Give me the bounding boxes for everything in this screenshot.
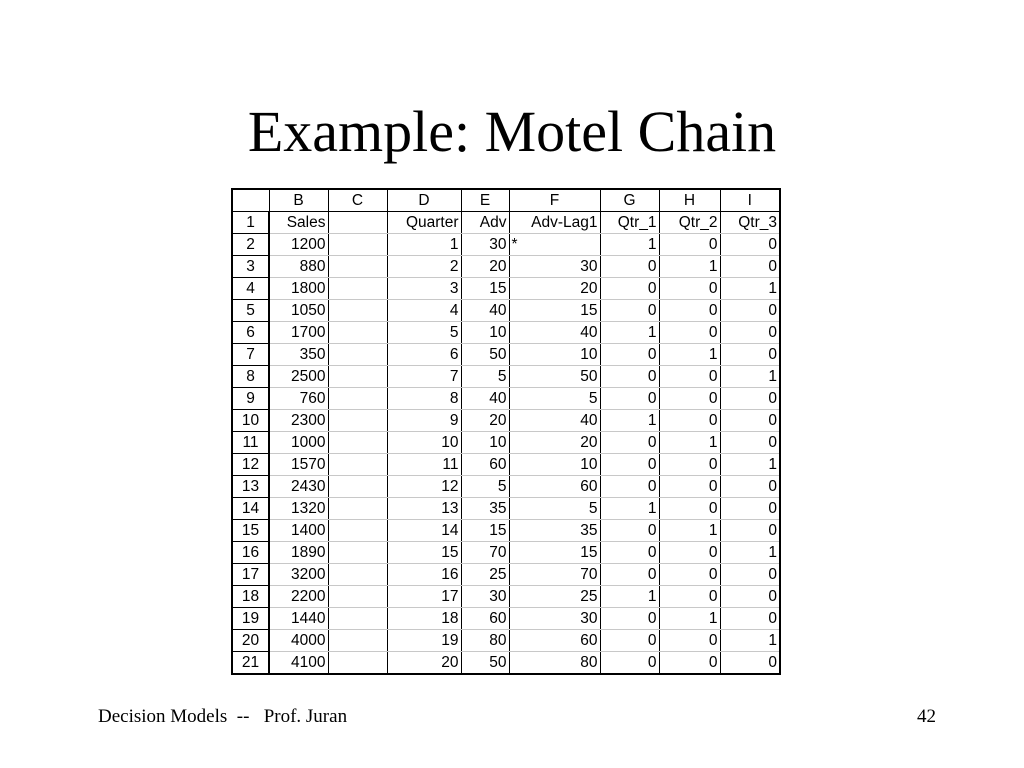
quarter-cell: 16: [387, 564, 461, 586]
qtr-3-cell: 0: [720, 256, 780, 278]
quarter-cell: 1: [387, 234, 461, 256]
adv-lag1-cell: 50: [509, 366, 600, 388]
row-number: 10: [232, 410, 269, 432]
adv-lag1-cell: 30: [509, 256, 600, 278]
column-header-d: D: [387, 189, 461, 212]
quarter-cell: 10: [387, 432, 461, 454]
blank-cell: [328, 234, 387, 256]
adv-cell: 15: [461, 278, 509, 300]
page-number: 42: [917, 706, 936, 727]
row-number: 20: [232, 630, 269, 652]
qtr-2-cell: 0: [659, 410, 720, 432]
blank-cell: [328, 432, 387, 454]
field-sales: Sales: [269, 212, 328, 234]
row-number: 12: [232, 454, 269, 476]
qtr-1-cell: 0: [600, 476, 659, 498]
sales-cell: 2500: [269, 366, 328, 388]
qtr-3-cell: 0: [720, 652, 780, 675]
blank-cell: [328, 476, 387, 498]
qtr-1-cell: 0: [600, 630, 659, 652]
sales-cell: 350: [269, 344, 328, 366]
adv-cell: 30: [461, 234, 509, 256]
qtr-2-cell: 0: [659, 652, 720, 675]
table-row: [232, 608, 780, 630]
qtr-1-cell: 0: [600, 388, 659, 410]
adv-lag1-cell: 20: [509, 278, 600, 300]
qtr-1-cell: 0: [600, 608, 659, 630]
quarter-cell: 20: [387, 652, 461, 675]
blank-cell: [328, 366, 387, 388]
blank-cell: [328, 498, 387, 520]
sales-cell: 3200: [269, 564, 328, 586]
qtr-1-cell: 0: [600, 344, 659, 366]
column-header-row: [232, 189, 780, 212]
adv-cell: 60: [461, 608, 509, 630]
qtr-3-cell: 0: [720, 410, 780, 432]
row-number: 16: [232, 542, 269, 564]
column-header-f: F: [509, 189, 600, 212]
spreadsheet-table: [231, 188, 781, 675]
table-row: [232, 520, 780, 542]
quarter-cell: 5: [387, 322, 461, 344]
row-number: 11: [232, 432, 269, 454]
adv-cell: 40: [461, 300, 509, 322]
adv-cell: 5: [461, 476, 509, 498]
qtr-2-cell: 0: [659, 366, 720, 388]
quarter-cell: 17: [387, 586, 461, 608]
blank-cell: [328, 652, 387, 675]
adv-lag1-cell: 40: [509, 322, 600, 344]
adv-lag1-cell: 15: [509, 300, 600, 322]
quarter-cell: 13: [387, 498, 461, 520]
table-row: [232, 410, 780, 432]
qtr-3-cell: 1: [720, 454, 780, 476]
qtr-1-cell: 0: [600, 366, 659, 388]
quarter-cell: 7: [387, 366, 461, 388]
table-row: [232, 344, 780, 366]
qtr-1-cell: 0: [600, 564, 659, 586]
sales-cell: 1570: [269, 454, 328, 476]
field-adv: Adv: [461, 212, 509, 234]
row-number: 15: [232, 520, 269, 542]
adv-cell: 20: [461, 256, 509, 278]
adv-lag1-cell: 80: [509, 652, 600, 675]
quarter-cell: 19: [387, 630, 461, 652]
table-row: [232, 454, 780, 476]
adv-lag1-cell: 35: [509, 520, 600, 542]
table-row: [232, 630, 780, 652]
table-row: [232, 234, 780, 256]
field-blank: [328, 212, 387, 234]
row-number: 1: [232, 212, 269, 234]
blank-cell: [328, 586, 387, 608]
qtr-3-cell: 0: [720, 498, 780, 520]
qtr-3-cell: 0: [720, 564, 780, 586]
qtr-2-cell: 1: [659, 344, 720, 366]
table-row: [232, 322, 780, 344]
adv-lag1-cell: 25: [509, 586, 600, 608]
adv-cell: 60: [461, 454, 509, 476]
adv-cell: 10: [461, 432, 509, 454]
qtr-1-cell: 1: [600, 410, 659, 432]
table-row: [232, 652, 780, 675]
blank-cell: [328, 454, 387, 476]
table-row: [232, 542, 780, 564]
blank-cell: [328, 388, 387, 410]
qtr-1-cell: 0: [600, 454, 659, 476]
qtr-2-cell: 0: [659, 630, 720, 652]
column-header-b: B: [269, 189, 328, 212]
qtr-3-cell: 0: [720, 322, 780, 344]
field-quarter: Quarter: [387, 212, 461, 234]
sales-cell: 1890: [269, 542, 328, 564]
row-number: 4: [232, 278, 269, 300]
sales-cell: 880: [269, 256, 328, 278]
blank-cell: [328, 300, 387, 322]
qtr-1-cell: 0: [600, 278, 659, 300]
quarter-cell: 11: [387, 454, 461, 476]
adv-lag1-cell: 10: [509, 344, 600, 366]
qtr-1-cell: 1: [600, 234, 659, 256]
column-header-g: G: [600, 189, 659, 212]
adv-cell: 20: [461, 410, 509, 432]
qtr-2-cell: 1: [659, 256, 720, 278]
table-row: [232, 388, 780, 410]
qtr-3-cell: 1: [720, 630, 780, 652]
adv-cell: 35: [461, 498, 509, 520]
sales-cell: 1440: [269, 608, 328, 630]
quarter-cell: 2: [387, 256, 461, 278]
qtr-3-cell: 0: [720, 608, 780, 630]
footer-course-label: Decision Models -- Prof. Juran: [98, 706, 348, 727]
adv-cell: 10: [461, 322, 509, 344]
quarter-cell: 15: [387, 542, 461, 564]
qtr-2-cell: 1: [659, 520, 720, 542]
sales-cell: 2430: [269, 476, 328, 498]
adv-cell: 50: [461, 344, 509, 366]
sales-cell: 1700: [269, 322, 328, 344]
qtr-1-cell: 0: [600, 652, 659, 675]
column-header-i: I: [720, 189, 780, 212]
column-header-c: C: [328, 189, 387, 212]
row-number: 19: [232, 608, 269, 630]
blank-cell: [328, 564, 387, 586]
row-number: 2: [232, 234, 269, 256]
adv-cell: 25: [461, 564, 509, 586]
row-number: 9: [232, 388, 269, 410]
sales-cell: 2200: [269, 586, 328, 608]
quarter-cell: 18: [387, 608, 461, 630]
qtr-1-cell: 1: [600, 498, 659, 520]
adv-lag1-cell: 20: [509, 432, 600, 454]
blank-cell: [328, 520, 387, 542]
adv-lag1-cell: 15: [509, 542, 600, 564]
adv-cell: 70: [461, 542, 509, 564]
qtr-2-cell: 0: [659, 234, 720, 256]
row-number: 14: [232, 498, 269, 520]
table-row: [232, 256, 780, 278]
quarter-cell: 3: [387, 278, 461, 300]
qtr-2-cell: 0: [659, 498, 720, 520]
row-number: 17: [232, 564, 269, 586]
adv-cell: 50: [461, 652, 509, 675]
adv-cell: 80: [461, 630, 509, 652]
qtr-2-cell: 0: [659, 542, 720, 564]
row-number: 18: [232, 586, 269, 608]
qtr-2-cell: 0: [659, 388, 720, 410]
qtr-3-cell: 0: [720, 234, 780, 256]
qtr-2-cell: 0: [659, 454, 720, 476]
qtr-3-cell: 0: [720, 520, 780, 542]
qtr-2-cell: 0: [659, 476, 720, 498]
sales-cell: 1200: [269, 234, 328, 256]
adv-lag1-cell: 60: [509, 630, 600, 652]
row-number: 5: [232, 300, 269, 322]
table-row: [232, 564, 780, 586]
blank-cell: [328, 278, 387, 300]
sales-cell: 1000: [269, 432, 328, 454]
blank-cell: [328, 322, 387, 344]
corner-cell: [232, 189, 269, 212]
row-number: 13: [232, 476, 269, 498]
row-number: 21: [232, 652, 269, 675]
field-qtr-3: Qtr_3: [720, 212, 780, 234]
row-number: 7: [232, 344, 269, 366]
qtr-1-cell: 0: [600, 542, 659, 564]
row-number: 6: [232, 322, 269, 344]
quarter-cell: 14: [387, 520, 461, 542]
column-header-h: H: [659, 189, 720, 212]
qtr-1-cell: 0: [600, 256, 659, 278]
table-row: [232, 432, 780, 454]
slide-title: Example: Motel Chain: [247, 99, 777, 164]
adv-lag1-cell: 60: [509, 476, 600, 498]
qtr-1-cell: 0: [600, 520, 659, 542]
qtr-3-cell: 0: [720, 388, 780, 410]
adv-lag1-cell: 40: [509, 410, 600, 432]
blank-cell: [328, 630, 387, 652]
qtr-1-cell: 1: [600, 586, 659, 608]
field-name-row: [232, 212, 780, 234]
qtr-3-cell: 0: [720, 300, 780, 322]
sales-cell: 4100: [269, 652, 328, 675]
blank-cell: [328, 256, 387, 278]
quarter-cell: 8: [387, 388, 461, 410]
quarter-cell: 12: [387, 476, 461, 498]
qtr-2-cell: 0: [659, 586, 720, 608]
sales-cell: 4000: [269, 630, 328, 652]
qtr-3-cell: 0: [720, 432, 780, 454]
qtr-1-cell: 0: [600, 432, 659, 454]
spreadsheet-body: [232, 212, 780, 675]
table-row: [232, 498, 780, 520]
blank-cell: [328, 410, 387, 432]
column-header-e: E: [461, 189, 509, 212]
adv-cell: 30: [461, 586, 509, 608]
quarter-cell: 6: [387, 344, 461, 366]
table-row: [232, 366, 780, 388]
table-row: [232, 476, 780, 498]
adv-lag1-cell: 10: [509, 454, 600, 476]
blank-cell: [328, 344, 387, 366]
adv-lag1-cell: 5: [509, 388, 600, 410]
field-qtr-1: Qtr_1: [600, 212, 659, 234]
qtr-2-cell: 0: [659, 322, 720, 344]
sales-cell: 1320: [269, 498, 328, 520]
qtr-2-cell: 1: [659, 432, 720, 454]
adv-cell: 5: [461, 366, 509, 388]
table-row: [232, 586, 780, 608]
sales-cell: 760: [269, 388, 328, 410]
adv-lag1-cell: 30: [509, 608, 600, 630]
qtr-3-cell: 0: [720, 344, 780, 366]
qtr-2-cell: 0: [659, 278, 720, 300]
qtr-3-cell: 0: [720, 586, 780, 608]
blank-cell: [328, 542, 387, 564]
quarter-cell: 9: [387, 410, 461, 432]
table-row: [232, 300, 780, 322]
field-adv-lag1: Adv-Lag1: [509, 212, 600, 234]
quarter-cell: 4: [387, 300, 461, 322]
qtr-3-cell: 1: [720, 542, 780, 564]
field-qtr-2: Qtr_2: [659, 212, 720, 234]
qtr-3-cell: 1: [720, 278, 780, 300]
sales-cell: 1050: [269, 300, 328, 322]
qtr-3-cell: 0: [720, 476, 780, 498]
row-number: 3: [232, 256, 269, 278]
blank-cell: [328, 608, 387, 630]
adv-cell: 40: [461, 388, 509, 410]
adv-lag1-cell: 70: [509, 564, 600, 586]
qtr-2-cell: 0: [659, 564, 720, 586]
row-number: 8: [232, 366, 269, 388]
adv-cell: 15: [461, 520, 509, 542]
qtr-1-cell: 1: [600, 322, 659, 344]
sales-cell: 1800: [269, 278, 328, 300]
table-row: [232, 278, 780, 300]
qtr-2-cell: 1: [659, 608, 720, 630]
adv-lag1-cell: *: [509, 234, 600, 256]
qtr-2-cell: 0: [659, 300, 720, 322]
qtr-3-cell: 1: [720, 366, 780, 388]
qtr-1-cell: 0: [600, 300, 659, 322]
adv-lag1-cell: 5: [509, 498, 600, 520]
sales-cell: 2300: [269, 410, 328, 432]
sales-cell: 1400: [269, 520, 328, 542]
